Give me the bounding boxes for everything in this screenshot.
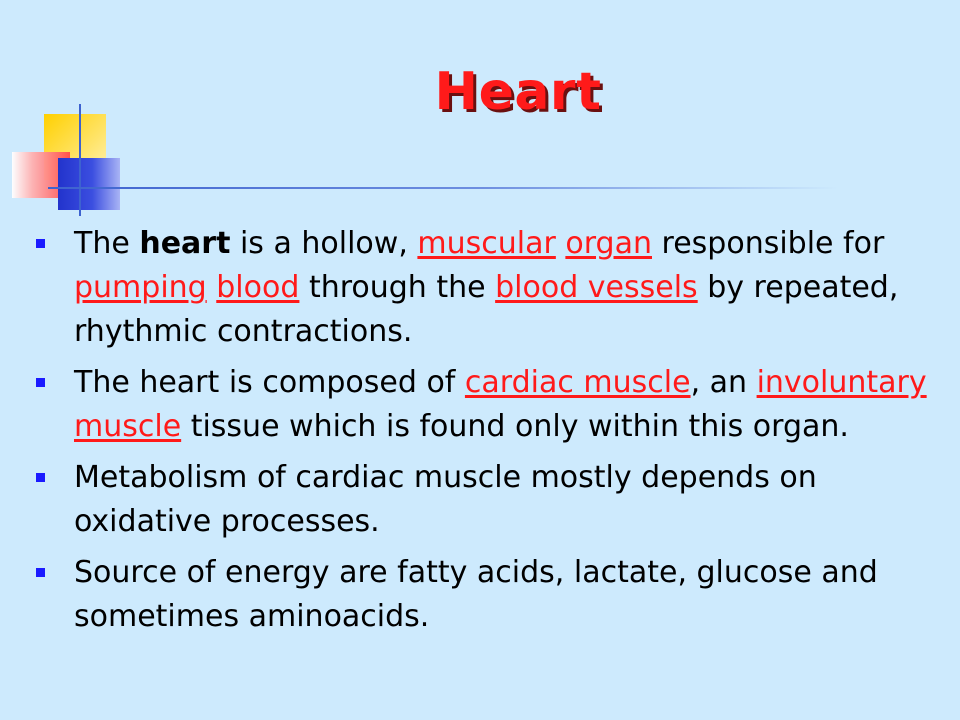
bullet-item: [36, 222, 936, 354]
bullet-square-icon: [36, 378, 45, 387]
decorative-blue-square: [58, 158, 120, 210]
text-run: responsible for: [652, 226, 885, 261]
link-blood-vessels[interactable]: blood vessels: [495, 270, 698, 305]
bullet-text: [74, 365, 927, 444]
bullet-text: [74, 460, 817, 539]
link-organ[interactable]: organ: [565, 226, 652, 261]
bullet-item: [36, 551, 936, 639]
bullet-text: [74, 226, 898, 349]
decorative-horizontal-line: [48, 187, 838, 189]
link-pumping[interactable]: pumping: [74, 270, 207, 305]
slide-title: Heart: [434, 62, 602, 122]
text-run: [207, 270, 217, 305]
text-run: Source of energy are fatty acids, lactate, glucose and sometimes aminoacids.: [74, 555, 878, 634]
bullet-item: [36, 456, 936, 544]
bullet-item: [36, 361, 936, 449]
bullet-square-icon: [36, 239, 45, 248]
link-blood[interactable]: blood: [216, 270, 300, 305]
bullet-list: [36, 222, 936, 646]
text-run: Metabolism of cardiac muscle mostly depends on oxidative processes.: [74, 460, 817, 539]
link-cardiac-muscle[interactable]: cardiac muscle: [464, 365, 691, 400]
text-run: is a hollow,: [230, 226, 418, 261]
link-muscular[interactable]: muscular: [417, 226, 556, 261]
text-run: through the: [299, 270, 496, 305]
text-run: by repeated, rhythmic contractions.: [74, 270, 899, 349]
text-run: tissue which is found only within this organ.: [181, 409, 849, 444]
text-run: [556, 226, 566, 261]
bold-term: heart: [139, 226, 231, 261]
text-run: , an: [690, 365, 757, 400]
bullet-text: [74, 555, 878, 634]
text-run: The heart is composed of: [74, 365, 465, 400]
link-involuntary-muscle[interactable]: involuntary muscle: [74, 365, 927, 444]
text-run: The: [74, 226, 140, 261]
bullet-square-icon: [36, 568, 45, 577]
bullet-square-icon: [36, 473, 45, 482]
